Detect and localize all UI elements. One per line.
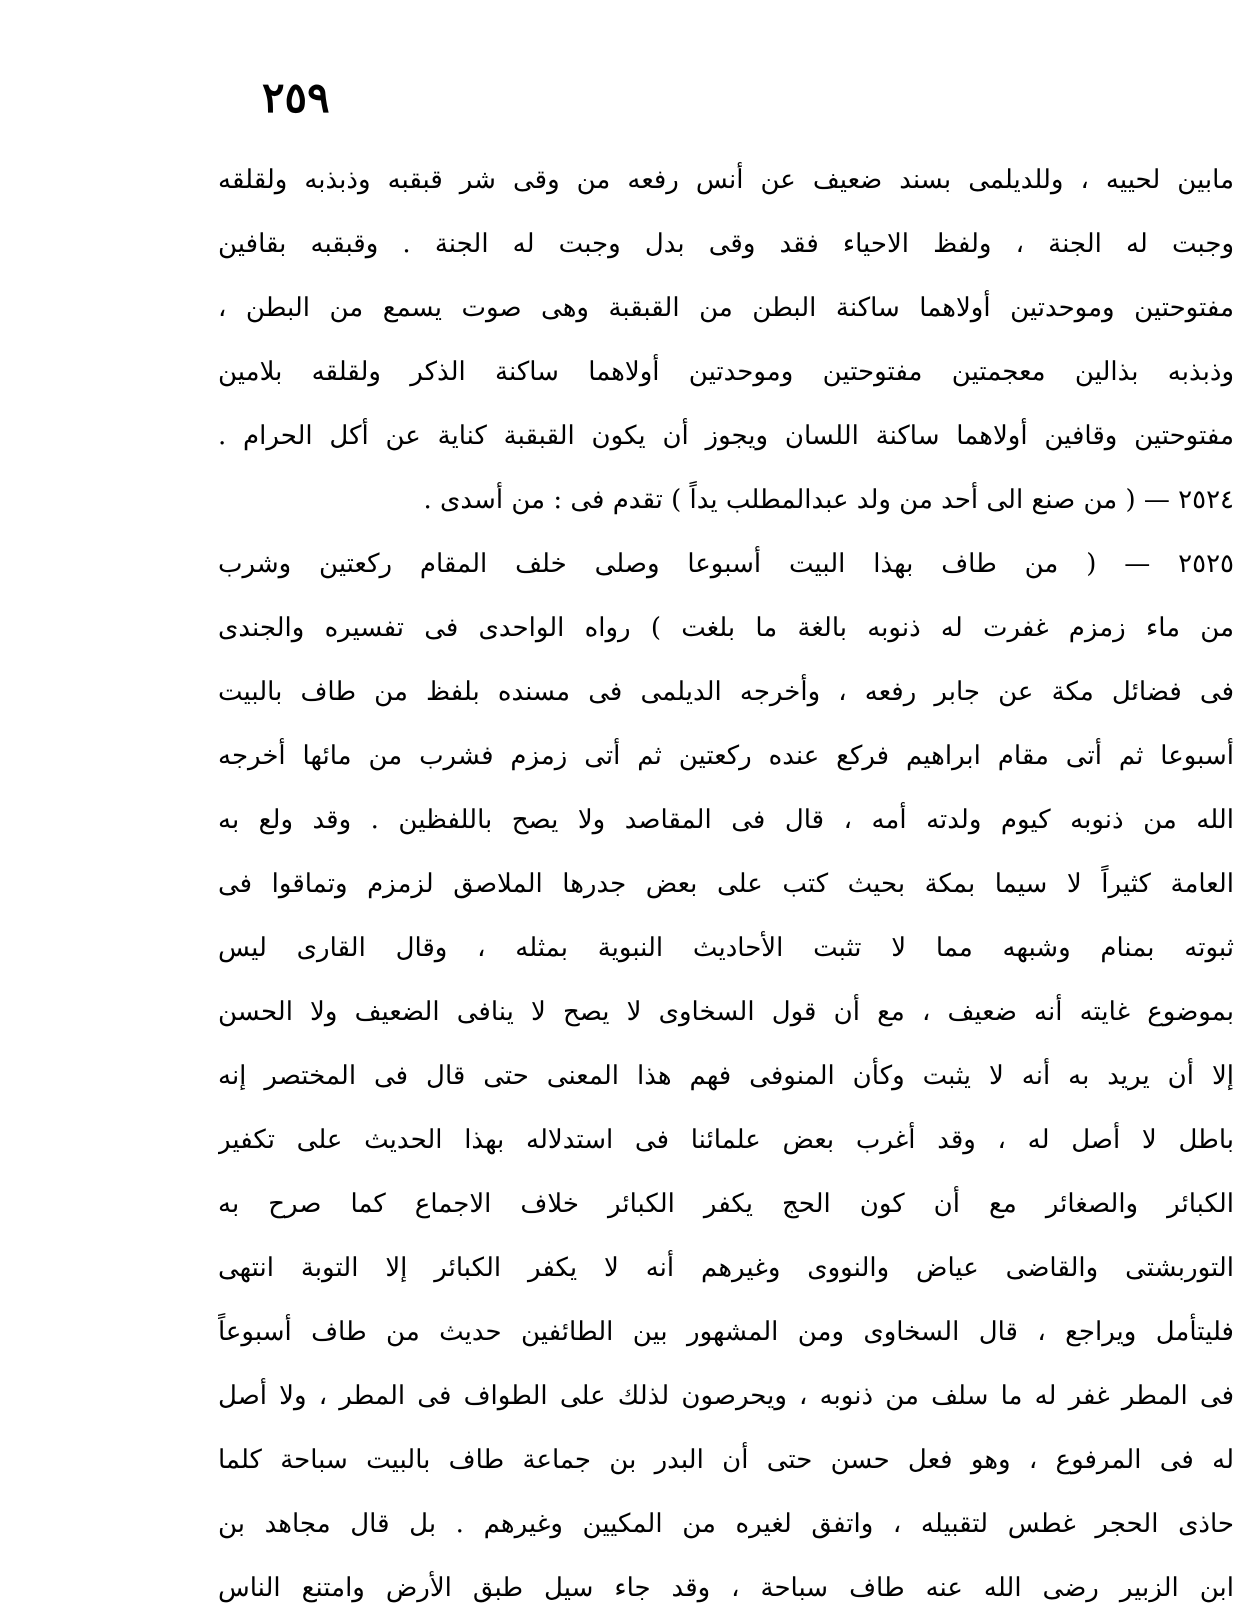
text-line: له فى المرفوع ، وهو فعل حسن حتى أن البدر بن جماعة طاف بالبيت سباحة كلما [218, 1445, 1234, 1475]
text-line: بموضوع غايته أنه ضعيف ، مع أن قول السخاوى لا يصح لا ينافى الضعيف ولا الحسن [218, 997, 1234, 1027]
text-line: فليتأمل ويراجع ، قال السخاوى ومن المشهور بين الطائفين حديث من طاف أسبوعاً [218, 1317, 1234, 1347]
text-line: فى المطر غفر له ما سلف من ذنوبه ، ويحرصون لذلك على الطواف فى المطر ، ولا أصل [218, 1381, 1234, 1411]
text-line: مفتوحتين وموحدتين أولاهما ساكنة البطن من القبقبة وهى صوت يسمع من البطن ، [218, 293, 1234, 323]
text-line: وذبذبه بذالين معجمتين مفتوحتين وموحدتين أولاهما ساكنة الذكر ولقلقه بلامين [218, 357, 1234, 387]
text-line: حاذى الحجر غطس لتقبيله ، واتفق لغيره من المكيين وغيرهم . بل قال مجاهد بن [218, 1509, 1234, 1539]
text-line: وجبت له الجنة ، ولفظ الاحياء فقد وقى بدل وجبت له الجنة . وقبقبه بقافين [218, 229, 1234, 259]
text-line: العامة كثيراً لا سيما بمكة بحيث كتب على بعض جدرها الملاصق لزمزم وتماقوا فى [218, 869, 1234, 899]
hadith-entry-2524: ٢٥٢٤ — ( من صنع الى أحد من ولد عبدالمطلب يداً ) تقدم فى : من أسدى . [423, 485, 1234, 515]
page-number: ٢٥٩ [262, 73, 330, 122]
text-line: التوربشتى والقاضى عياض والنووى وغيرهم أنه لا يكفر الكبائر إلا التوبة انتهى [218, 1253, 1234, 1283]
text-line: الكبائر والصغائر مع أن كون الحج يكفر الكبائر خلاف الاجماع كما صرح به [218, 1189, 1234, 1219]
text-line: ابن الزبير رضى الله عنه طاف سباحة ، وقد جاء سيل طبق الأرض وامتنع الناس [218, 1573, 1234, 1603]
hadith-entry-2525: ٢٥٢٥ — ( من طاف بهذا البيت أسبوعا وصلى خلف المقام ركعتين وشرب [218, 549, 1234, 579]
text-line: ثبوته بمنام وشبهه مما لا تثبت الأحاديث النبوية بمثله ، وقال القارى ليس [218, 933, 1234, 963]
text-line: فى فضائل مكة عن جابر رفعه ، وأخرجه الديلمى فى مسنده بلفظ من طاف بالبيت [218, 677, 1234, 707]
text-line: مابين لحييه ، وللديلمى بسند ضعيف عن أنس رفعه من وقى شر قبقبه وذبذبه ولقلقه [218, 165, 1234, 195]
text-line: مفتوحتين وقافين أولاهما ساكنة اللسان ويجوز أن يكون القبقبة كناية عن أكل الحرام . [218, 421, 1234, 451]
text-line: إلا أن يريد به أنه لا يثبت وكأن المنوفى فهم هذا المعنى حتى قال فى المختصر إنه [218, 1061, 1234, 1091]
text-line: من ماء زمزم غفرت له ذنوبه بالغة ما بلغت ) رواه الواحدى فى تفسيره والجندى [218, 613, 1234, 643]
text-line: أسبوعا ثم أتى مقام ابراهيم فركع عنده ركعتين ثم أتى زمزم فشرب من مائها أخرجه [218, 741, 1234, 771]
text-line: باطل لا أصل له ، وقد أغرب بعض علمائنا فى استدلاله بهذا الحديث على تكفير [218, 1125, 1234, 1155]
text-line: الله من ذنوبه كيوم ولدته أمه ، قال فى المقاصد ولا يصح باللفظين . وقد ولع به [218, 805, 1234, 835]
body-text [218, 148, 1234, 1620]
